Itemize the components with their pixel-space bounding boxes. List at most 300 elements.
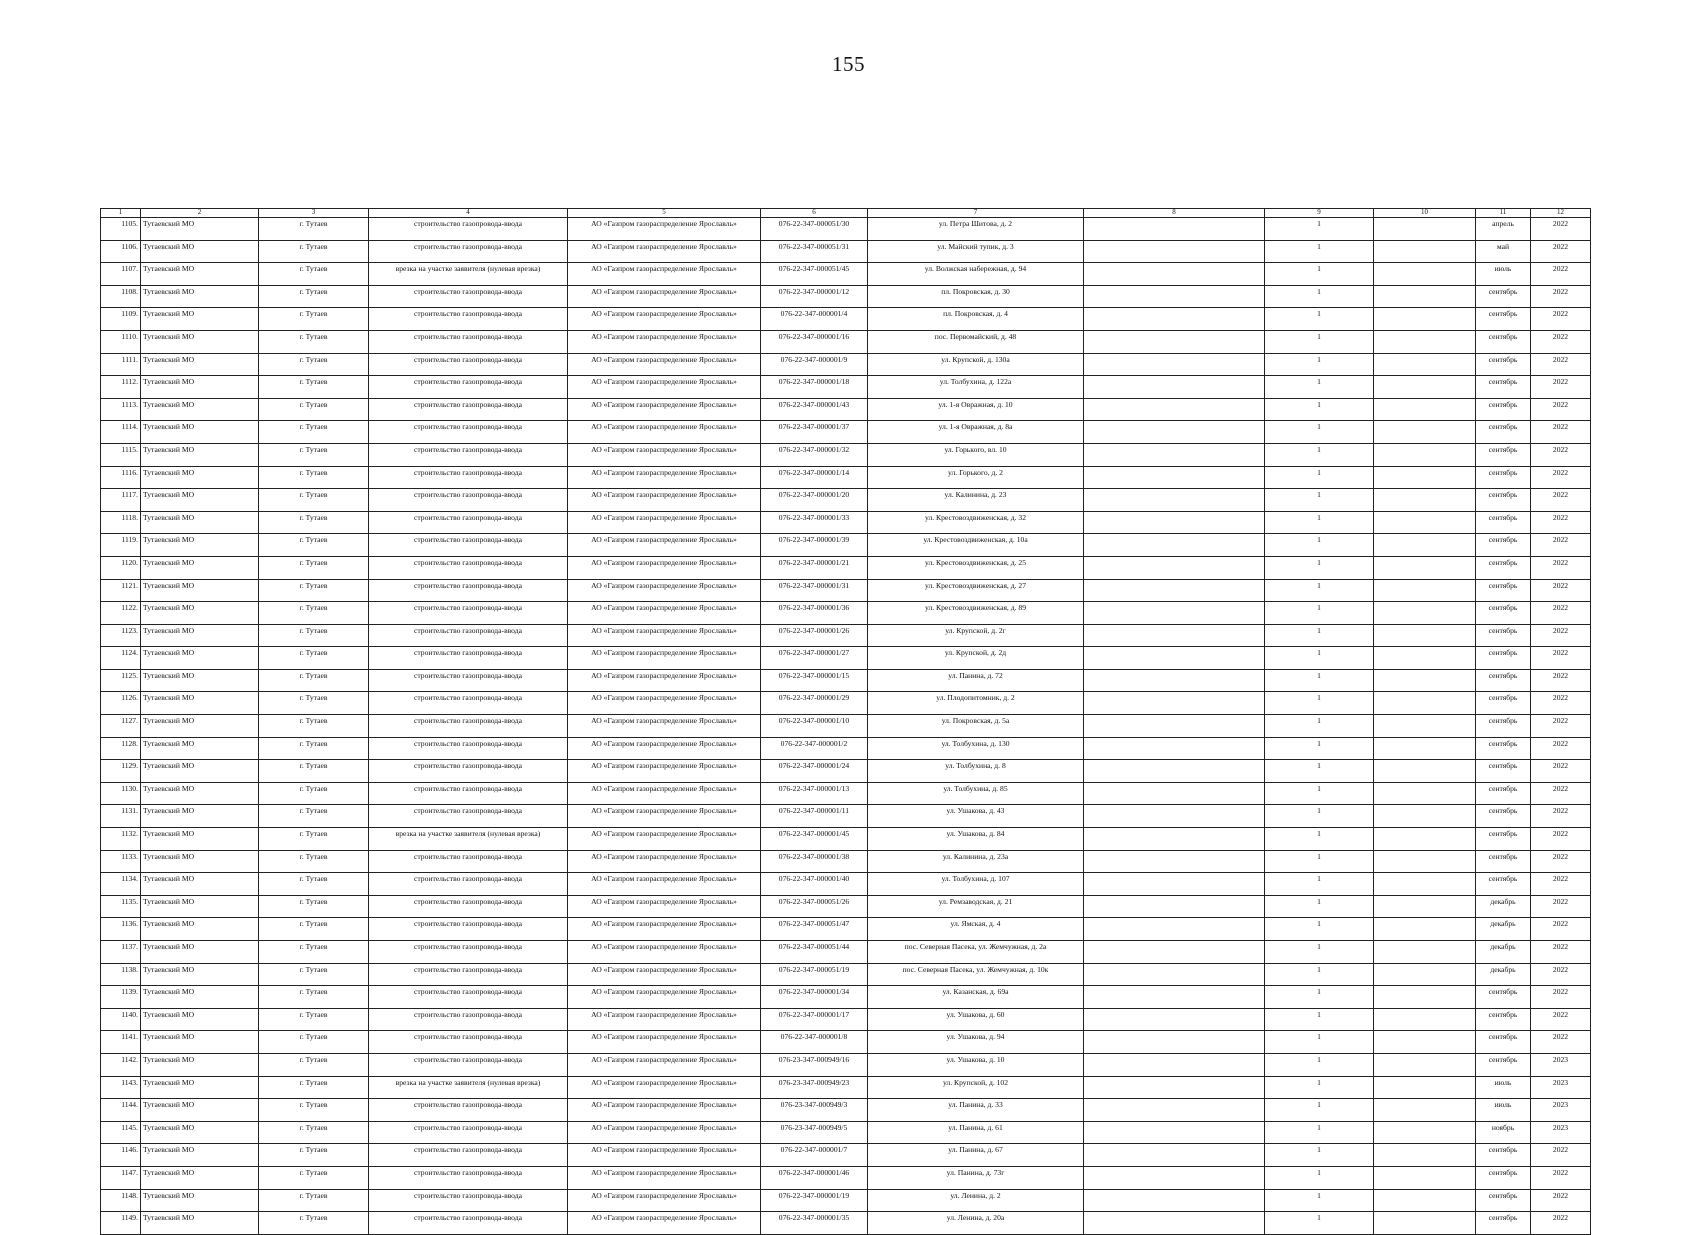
cell-note	[1084, 398, 1265, 421]
cell-municipality: Тутаевский МО	[141, 737, 259, 760]
cell-note	[1084, 805, 1265, 828]
cell-address: ул. 1-я Овражная, д. 10	[868, 398, 1084, 421]
cell-application-number: 076-22-347-000001/11	[761, 805, 868, 828]
cell-work-type: строительство газопровода-ввода	[369, 421, 568, 444]
cell-quantity: 1	[1265, 353, 1374, 376]
cell-row-number: 1113.	[101, 398, 141, 421]
cell-year: 2022	[1531, 1189, 1591, 1212]
cell-settlement: г. Тутаев	[259, 624, 369, 647]
cell-month: сентябрь	[1476, 1212, 1531, 1235]
cell-row-number: 1117.	[101, 489, 141, 512]
cell-organization: АО «Газпром газораспределение Ярославль»	[568, 263, 761, 286]
cell-settlement: г. Тутаев	[259, 443, 369, 466]
cell-organization: АО «Газпром газораспределение Ярославль»	[568, 624, 761, 647]
cell-year: 2022	[1531, 489, 1591, 512]
cell-settlement: г. Тутаев	[259, 1121, 369, 1144]
cell-work-type: строительство газопровода-ввода	[369, 511, 568, 534]
cell-year: 2023	[1531, 1053, 1591, 1076]
table-row	[101, 624, 1591, 647]
cell-settlement: г. Тутаев	[259, 963, 369, 986]
cell-row-number: 1120.	[101, 556, 141, 579]
cell-quantity: 1	[1265, 624, 1374, 647]
cell-quantity: 1	[1265, 421, 1374, 444]
cell-municipality: Тутаевский МО	[141, 715, 259, 738]
cell-row-number: 1144.	[101, 1099, 141, 1122]
cell-month: сентябрь	[1476, 782, 1531, 805]
cell-application-number: 076-22-347-000001/7	[761, 1144, 868, 1167]
cell-month: сентябрь	[1476, 602, 1531, 625]
cell-address: ул. Толбухина, д. 8	[868, 760, 1084, 783]
cell-note	[1084, 218, 1265, 241]
cell-address: ул. Ушакова, д. 43	[868, 805, 1084, 828]
cell-application-number: 076-22-347-000001/29	[761, 692, 868, 715]
cell-settlement: г. Тутаев	[259, 489, 369, 512]
table-row	[101, 1144, 1591, 1167]
cell-year: 2023	[1531, 1076, 1591, 1099]
cell-work-type: строительство газопровода-ввода	[369, 692, 568, 715]
cell-municipality: Тутаевский МО	[141, 556, 259, 579]
cell-note	[1084, 534, 1265, 557]
cell-empty-col-10	[1374, 556, 1476, 579]
cell-quantity: 1	[1265, 1008, 1374, 1031]
cell-empty-col-10	[1374, 873, 1476, 896]
cell-year: 2022	[1531, 895, 1591, 918]
cell-application-number: 076-22-347-000001/20	[761, 489, 868, 512]
cell-empty-col-10	[1374, 850, 1476, 873]
cell-address: ул. Крестовоздвиженская, д. 89	[868, 602, 1084, 625]
cell-municipality: Тутаевский МО	[141, 308, 259, 331]
cell-work-type: врезка на участке заявителя (нулевая врезка)	[369, 1076, 568, 1099]
cell-month: сентябрь	[1476, 353, 1531, 376]
cell-municipality: Тутаевский МО	[141, 421, 259, 444]
cell-row-number: 1118.	[101, 511, 141, 534]
cell-empty-col-10	[1374, 421, 1476, 444]
cell-note	[1084, 737, 1265, 760]
cell-year: 2023	[1531, 1121, 1591, 1144]
cell-organization: АО «Газпром газораспределение Ярославль»	[568, 308, 761, 331]
cell-year: 2022	[1531, 1166, 1591, 1189]
cell-settlement: г. Тутаев	[259, 692, 369, 715]
cell-year: 2022	[1531, 602, 1591, 625]
cell-application-number: 076-22-347-000051/30	[761, 218, 868, 241]
table-row	[101, 873, 1591, 896]
cell-application-number: 076-22-347-000001/39	[761, 534, 868, 557]
cell-empty-col-10	[1374, 602, 1476, 625]
cell-municipality: Тутаевский МО	[141, 602, 259, 625]
cell-year: 2022	[1531, 850, 1591, 873]
cell-month: сентябрь	[1476, 421, 1531, 444]
cell-work-type: строительство газопровода-ввода	[369, 1189, 568, 1212]
cell-note	[1084, 1076, 1265, 1099]
cell-empty-col-10	[1374, 263, 1476, 286]
cell-quantity: 1	[1265, 443, 1374, 466]
cell-quantity: 1	[1265, 1099, 1374, 1122]
column-header: 6	[761, 209, 868, 218]
cell-month: сентябрь	[1476, 1144, 1531, 1167]
table-row	[101, 1008, 1591, 1031]
cell-row-number: 1130.	[101, 782, 141, 805]
cell-municipality: Тутаевский МО	[141, 218, 259, 241]
cell-year: 2022	[1531, 760, 1591, 783]
cell-year: 2022	[1531, 556, 1591, 579]
cell-application-number: 076-22-347-000001/40	[761, 873, 868, 896]
cell-note	[1084, 850, 1265, 873]
cell-year: 2022	[1531, 376, 1591, 399]
cell-quantity: 1	[1265, 850, 1374, 873]
cell-application-number: 076-22-347-000051/26	[761, 895, 868, 918]
cell-month: сентябрь	[1476, 579, 1531, 602]
table-row	[101, 489, 1591, 512]
cell-organization: АО «Газпром газораспределение Ярославль»	[568, 1031, 761, 1054]
cell-row-number: 1131.	[101, 805, 141, 828]
cell-month: сентябрь	[1476, 624, 1531, 647]
cell-settlement: г. Тутаев	[259, 828, 369, 851]
column-header: 9	[1265, 209, 1374, 218]
cell-month: сентябрь	[1476, 850, 1531, 873]
cell-month: сентябрь	[1476, 511, 1531, 534]
table-row	[101, 1053, 1591, 1076]
cell-settlement: г. Тутаев	[259, 511, 369, 534]
cell-address: ул. Крестовоздвиженская, д. 25	[868, 556, 1084, 579]
cell-month: сентябрь	[1476, 534, 1531, 557]
cell-month: сентябрь	[1476, 1008, 1531, 1031]
cell-empty-col-10	[1374, 692, 1476, 715]
cell-row-number: 1115.	[101, 443, 141, 466]
cell-quantity: 1	[1265, 579, 1374, 602]
cell-row-number: 1125.	[101, 669, 141, 692]
cell-empty-col-10	[1374, 511, 1476, 534]
cell-row-number: 1139.	[101, 986, 141, 1009]
cell-settlement: г. Тутаев	[259, 1053, 369, 1076]
cell-quantity: 1	[1265, 511, 1374, 534]
cell-empty-col-10	[1374, 1166, 1476, 1189]
cell-year: 2022	[1531, 1031, 1591, 1054]
cell-organization: АО «Газпром газораспределение Ярославль»	[568, 828, 761, 851]
cell-quantity: 1	[1265, 489, 1374, 512]
cell-month: декабрь	[1476, 941, 1531, 964]
cell-row-number: 1119.	[101, 534, 141, 557]
cell-row-number: 1147.	[101, 1166, 141, 1189]
cell-empty-col-10	[1374, 895, 1476, 918]
cell-quantity: 1	[1265, 895, 1374, 918]
cell-organization: АО «Газпром газораспределение Ярославль»	[568, 692, 761, 715]
cell-settlement: г. Тутаев	[259, 556, 369, 579]
cell-quantity: 1	[1265, 941, 1374, 964]
cell-empty-col-10	[1374, 353, 1476, 376]
cell-settlement: г. Тутаев	[259, 895, 369, 918]
cell-municipality: Тутаевский МО	[141, 918, 259, 941]
column-header: 11	[1476, 209, 1531, 218]
cell-work-type: строительство газопровода-ввода	[369, 376, 568, 399]
cell-application-number: 076-22-347-000001/27	[761, 647, 868, 670]
cell-application-number: 076-22-347-000001/16	[761, 330, 868, 353]
table-row	[101, 443, 1591, 466]
cell-empty-col-10	[1374, 624, 1476, 647]
cell-organization: АО «Газпром газораспределение Ярославль»	[568, 963, 761, 986]
cell-year: 2022	[1531, 986, 1591, 1009]
cell-settlement: г. Тутаев	[259, 1008, 369, 1031]
cell-row-number: 1149.	[101, 1212, 141, 1235]
table-row	[101, 1031, 1591, 1054]
cell-year: 2022	[1531, 218, 1591, 241]
cell-address: ул. Крупской, д. 130а	[868, 353, 1084, 376]
cell-row-number: 1137.	[101, 941, 141, 964]
cell-empty-col-10	[1374, 760, 1476, 783]
cell-settlement: г. Тутаев	[259, 398, 369, 421]
cell-note	[1084, 579, 1265, 602]
cell-year: 2022	[1531, 466, 1591, 489]
cell-quantity: 1	[1265, 1144, 1374, 1167]
cell-quantity: 1	[1265, 1189, 1374, 1212]
cell-address: ул. Панина, д. 61	[868, 1121, 1084, 1144]
cell-address: ул. Толбухина, д. 122а	[868, 376, 1084, 399]
cell-settlement: г. Тутаев	[259, 782, 369, 805]
cell-note	[1084, 1212, 1265, 1235]
cell-work-type: строительство газопровода-ввода	[369, 602, 568, 625]
cell-work-type: строительство газопровода-ввода	[369, 308, 568, 331]
cell-settlement: г. Тутаев	[259, 602, 369, 625]
cell-year: 2022	[1531, 647, 1591, 670]
cell-work-type: строительство газопровода-ввода	[369, 669, 568, 692]
cell-organization: АО «Газпром газораспределение Ярославль»	[568, 579, 761, 602]
table-row	[101, 602, 1591, 625]
table-row	[101, 218, 1591, 241]
cell-organization: АО «Газпром газораспределение Ярославль»	[568, 895, 761, 918]
table-row	[101, 466, 1591, 489]
cell-row-number: 1105.	[101, 218, 141, 241]
cell-work-type: строительство газопровода-ввода	[369, 1166, 568, 1189]
cell-address: ул. Ушакова, д. 10	[868, 1053, 1084, 1076]
cell-address: ул. Толбухина, д. 85	[868, 782, 1084, 805]
cell-quantity: 1	[1265, 1076, 1374, 1099]
cell-organization: АО «Газпром газораспределение Ярославль»	[568, 1166, 761, 1189]
cell-row-number: 1141.	[101, 1031, 141, 1054]
cell-quantity: 1	[1265, 963, 1374, 986]
table-row	[101, 579, 1591, 602]
cell-organization: АО «Газпром газораспределение Ярославль»	[568, 398, 761, 421]
cell-organization: АО «Газпром газораспределение Ярославль»	[568, 421, 761, 444]
cell-work-type: строительство газопровода-ввода	[369, 647, 568, 670]
cell-municipality: Тутаевский МО	[141, 941, 259, 964]
cell-note	[1084, 963, 1265, 986]
cell-row-number: 1121.	[101, 579, 141, 602]
cell-work-type: строительство газопровода-ввода	[369, 443, 568, 466]
cell-note	[1084, 647, 1265, 670]
cell-address: ул. Крупской, д. 2д	[868, 647, 1084, 670]
cell-row-number: 1124.	[101, 647, 141, 670]
cell-month: сентябрь	[1476, 1166, 1531, 1189]
cell-settlement: г. Тутаев	[259, 760, 369, 783]
cell-municipality: Тутаевский МО	[141, 1189, 259, 1212]
cell-work-type: строительство газопровода-ввода	[369, 986, 568, 1009]
cell-empty-col-10	[1374, 376, 1476, 399]
cell-month: май	[1476, 240, 1531, 263]
cell-empty-col-10	[1374, 443, 1476, 466]
cell-organization: АО «Газпром газораспределение Ярославль»	[568, 1053, 761, 1076]
cell-municipality: Тутаевский МО	[141, 1076, 259, 1099]
cell-empty-col-10	[1374, 466, 1476, 489]
cell-quantity: 1	[1265, 1121, 1374, 1144]
cell-settlement: г. Тутаев	[259, 240, 369, 263]
cell-month: сентябрь	[1476, 285, 1531, 308]
cell-application-number: 076-22-347-000051/19	[761, 963, 868, 986]
cell-application-number: 076-22-347-000001/31	[761, 579, 868, 602]
cell-row-number: 1112.	[101, 376, 141, 399]
cell-year: 2022	[1531, 421, 1591, 444]
cell-empty-col-10	[1374, 986, 1476, 1009]
cell-organization: АО «Газпром газораспределение Ярославль»	[568, 918, 761, 941]
table-row	[101, 353, 1591, 376]
column-header: 7	[868, 209, 1084, 218]
cell-organization: АО «Газпром газораспределение Ярославль»	[568, 218, 761, 241]
cell-note	[1084, 1053, 1265, 1076]
table-row	[101, 647, 1591, 670]
cell-note	[1084, 873, 1265, 896]
cell-quantity: 1	[1265, 285, 1374, 308]
cell-work-type: строительство газопровода-ввода	[369, 466, 568, 489]
cell-address: ул. Крупской, д. 102	[868, 1076, 1084, 1099]
cell-note	[1084, 240, 1265, 263]
cell-row-number: 1122.	[101, 602, 141, 625]
cell-application-number: 076-22-347-000001/37	[761, 421, 868, 444]
cell-row-number: 1107.	[101, 263, 141, 286]
cell-year: 2022	[1531, 782, 1591, 805]
cell-quantity: 1	[1265, 466, 1374, 489]
cell-settlement: г. Тутаев	[259, 534, 369, 557]
cell-note	[1084, 556, 1265, 579]
cell-work-type: строительство газопровода-ввода	[369, 579, 568, 602]
cell-organization: АО «Газпром газораспределение Ярославль»	[568, 1189, 761, 1212]
cell-address: ул. Ямская, д. 4	[868, 918, 1084, 941]
cell-empty-col-10	[1374, 669, 1476, 692]
cell-municipality: Тутаевский МО	[141, 1144, 259, 1167]
table-row	[101, 1076, 1591, 1099]
cell-organization: АО «Газпром газораспределение Ярославль»	[568, 353, 761, 376]
cell-note	[1084, 986, 1265, 1009]
cell-quantity: 1	[1265, 263, 1374, 286]
cell-year: 2022	[1531, 240, 1591, 263]
cell-application-number: 076-22-347-000001/24	[761, 760, 868, 783]
cell-month: сентябрь	[1476, 692, 1531, 715]
cell-address: ул. Ушакова, д. 84	[868, 828, 1084, 851]
table-row	[101, 1212, 1591, 1235]
cell-settlement: г. Тутаев	[259, 1144, 369, 1167]
cell-month: сентябрь	[1476, 398, 1531, 421]
cell-quantity: 1	[1265, 692, 1374, 715]
cell-application-number: 076-22-347-000001/2	[761, 737, 868, 760]
cell-application-number: 076-22-347-000001/9	[761, 353, 868, 376]
table-row	[101, 760, 1591, 783]
cell-note	[1084, 715, 1265, 738]
cell-municipality: Тутаевский МО	[141, 443, 259, 466]
cell-work-type: строительство газопровода-ввода	[369, 805, 568, 828]
cell-quantity: 1	[1265, 805, 1374, 828]
cell-settlement: г. Тутаев	[259, 737, 369, 760]
column-header: 4	[369, 209, 568, 218]
cell-municipality: Тутаевский МО	[141, 285, 259, 308]
table-row	[101, 1189, 1591, 1212]
cell-note	[1084, 308, 1265, 331]
cell-address: ул. Толбухина, д. 107	[868, 873, 1084, 896]
cell-application-number: 076-22-347-000001/18	[761, 376, 868, 399]
cell-month: сентябрь	[1476, 873, 1531, 896]
cell-work-type: строительство газопровода-ввода	[369, 963, 568, 986]
cell-quantity: 1	[1265, 873, 1374, 896]
cell-month: сентябрь	[1476, 466, 1531, 489]
cell-settlement: г. Тутаев	[259, 285, 369, 308]
register-table	[100, 208, 1591, 1235]
cell-work-type: строительство газопровода-ввода	[369, 624, 568, 647]
cell-municipality: Тутаевский МО	[141, 963, 259, 986]
cell-row-number: 1146.	[101, 1144, 141, 1167]
cell-application-number: 076-22-347-000001/32	[761, 443, 868, 466]
cell-municipality: Тутаевский МО	[141, 466, 259, 489]
table-row	[101, 986, 1591, 1009]
cell-work-type: строительство газопровода-ввода	[369, 1144, 568, 1167]
cell-address: ул. Крестовоздвиженская, д. 32	[868, 511, 1084, 534]
cell-address: ул. Панина, д. 72	[868, 669, 1084, 692]
cell-note	[1084, 489, 1265, 512]
cell-address: ул. Плодопитомник, д. 2	[868, 692, 1084, 715]
cell-municipality: Тутаевский МО	[141, 1031, 259, 1054]
cell-year: 2022	[1531, 669, 1591, 692]
cell-settlement: г. Тутаев	[259, 986, 369, 1009]
cell-note	[1084, 421, 1265, 444]
cell-application-number: 076-22-347-000051/45	[761, 263, 868, 286]
cell-municipality: Тутаевский МО	[141, 1008, 259, 1031]
cell-quantity: 1	[1265, 556, 1374, 579]
cell-month: сентябрь	[1476, 556, 1531, 579]
cell-municipality: Тутаевский МО	[141, 1166, 259, 1189]
cell-address: ул. Калинина, д. 23	[868, 489, 1084, 512]
cell-year: 2022	[1531, 941, 1591, 964]
cell-quantity: 1	[1265, 376, 1374, 399]
cell-row-number: 1114.	[101, 421, 141, 444]
cell-note	[1084, 376, 1265, 399]
cell-work-type: строительство газопровода-ввода	[369, 715, 568, 738]
cell-settlement: г. Тутаев	[259, 1166, 369, 1189]
column-header: 8	[1084, 209, 1265, 218]
cell-application-number: 076-23-347-000949/23	[761, 1076, 868, 1099]
cell-organization: АО «Газпром газораспределение Ярославль»	[568, 760, 761, 783]
cell-organization: АО «Газпром газораспределение Ярославль»	[568, 466, 761, 489]
table-row	[101, 556, 1591, 579]
cell-year: 2022	[1531, 692, 1591, 715]
cell-quantity: 1	[1265, 218, 1374, 241]
cell-settlement: г. Тутаев	[259, 308, 369, 331]
cell-settlement: г. Тутаев	[259, 647, 369, 670]
cell-year: 2022	[1531, 398, 1591, 421]
table-row	[101, 511, 1591, 534]
cell-empty-col-10	[1374, 782, 1476, 805]
cell-quantity: 1	[1265, 240, 1374, 263]
cell-organization: АО «Газпром газораспределение Ярославль»	[568, 489, 761, 512]
cell-year: 2022	[1531, 963, 1591, 986]
table-row	[101, 782, 1591, 805]
cell-work-type: строительство газопровода-ввода	[369, 782, 568, 805]
header-row	[101, 209, 1591, 218]
cell-application-number: 076-22-347-000051/47	[761, 918, 868, 941]
cell-address: ул. Ушакова, д. 94	[868, 1031, 1084, 1054]
cell-address: ул. Ушакова, д. 60	[868, 1008, 1084, 1031]
cell-empty-col-10	[1374, 963, 1476, 986]
cell-note	[1084, 1031, 1265, 1054]
cell-month: сентябрь	[1476, 1189, 1531, 1212]
cell-empty-col-10	[1374, 1144, 1476, 1167]
cell-address: ул. Майский тупик, д. 3	[868, 240, 1084, 263]
cell-note	[1084, 782, 1265, 805]
cell-organization: АО «Газпром газораспределение Ярославль»	[568, 511, 761, 534]
